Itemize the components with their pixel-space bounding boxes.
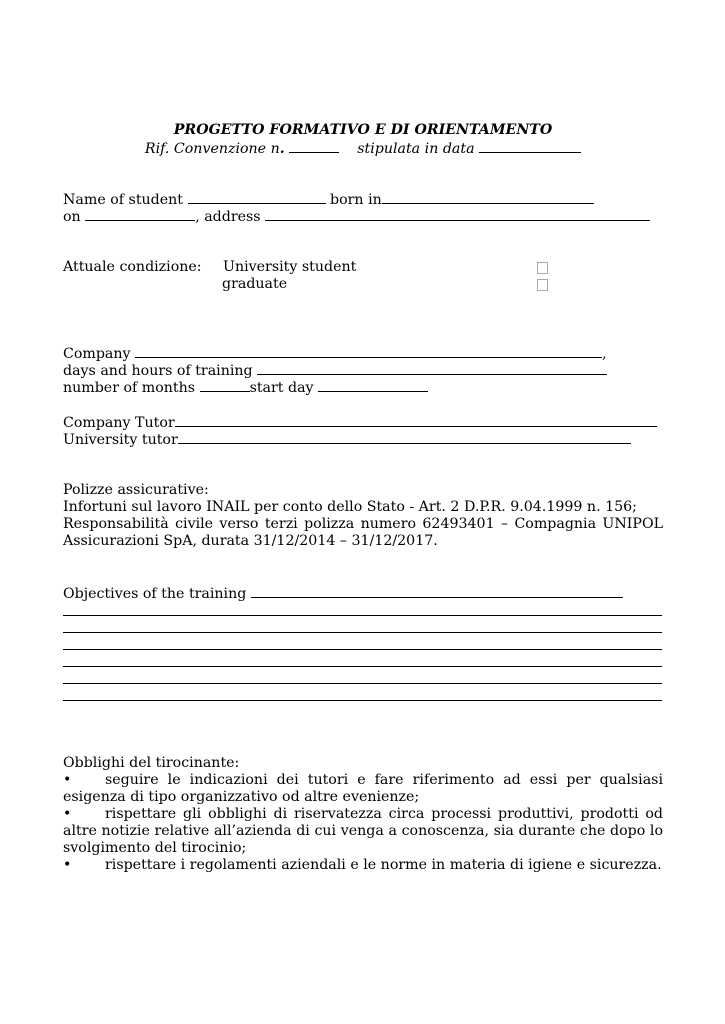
student-name-label: Name of student xyxy=(63,192,183,208)
university-tutor-row xyxy=(63,430,631,449)
university-tutor-label: University tutor xyxy=(63,432,178,448)
objectives-label: Objectives of the training xyxy=(63,586,247,602)
condition-label: Attuale condizione: xyxy=(63,259,202,275)
birthdate-address-row xyxy=(63,207,650,226)
condition-option-university-student: University student xyxy=(223,259,357,275)
company-field[interactable] xyxy=(135,344,602,358)
start-day-field[interactable] xyxy=(318,378,428,392)
objectives-line-3[interactable] xyxy=(63,649,662,650)
university-student-checkbox[interactable] xyxy=(537,262,548,274)
insurance-inail-line: Infortuni sul lavoro INAIL per conto dello Stato - Art. 2 D.P.R. 9.04.1999 n. 156; xyxy=(63,499,637,515)
reference-dot: . xyxy=(279,141,285,157)
bullet-icon: • xyxy=(63,806,72,822)
convention-reference xyxy=(63,139,663,158)
birthdate-field[interactable] xyxy=(85,207,195,221)
months-field[interactable] xyxy=(200,378,250,392)
insurance-heading: Polizze assicurative: xyxy=(63,482,209,498)
objectives-line-2[interactable] xyxy=(63,632,662,633)
obligations-list xyxy=(63,772,663,874)
objectives-line-6[interactable] xyxy=(63,700,662,701)
document-title: PROGETTO FORMATIVO E DI ORIENTAMENTO xyxy=(173,122,553,138)
bullet-icon: • xyxy=(63,857,72,873)
convention-number-field[interactable] xyxy=(289,139,339,153)
training-days-field[interactable] xyxy=(257,361,607,375)
obligation-text: rispettare i regolamenti aziendali e le norme in materia di igiene e sicurezza. xyxy=(105,857,662,873)
student-name-field[interactable] xyxy=(188,190,326,204)
address-field[interactable] xyxy=(265,207,650,221)
training-days-label: days and hours of training xyxy=(63,363,253,379)
condition-option-graduate: graduate xyxy=(222,276,288,292)
objectives-row xyxy=(63,584,623,603)
obligation-item xyxy=(63,806,663,857)
company-tutor-field[interactable] xyxy=(175,413,657,427)
objectives-field[interactable] xyxy=(251,584,623,598)
obligation-item xyxy=(63,857,663,874)
months-row xyxy=(63,378,428,397)
convention-date-field[interactable] xyxy=(479,139,581,153)
company-suffix: , xyxy=(602,346,607,362)
reference-prefix: Rif. Convenzione n xyxy=(144,141,280,157)
address-label: , address xyxy=(195,209,261,225)
bullet-icon: • xyxy=(63,772,72,788)
obligation-text: rispettare gli obblighi di riservatezza circa processi produttivi, prodotti od altre notizie relative all’azienda di cui venga a conoscenza, sia durante che dopo lo svolgimento del tirocinio; xyxy=(63,806,663,856)
obligation-item xyxy=(63,772,663,806)
months-label: number of months xyxy=(63,380,196,396)
objectives-line-4[interactable] xyxy=(63,666,662,667)
university-tutor-field[interactable] xyxy=(178,430,631,444)
obligation-text: seguire le indicazioni dei tutori e fare riferimento ad essi per qualsiasi esigenza di tipo organizzativo od altre evenienze; xyxy=(63,772,663,805)
objectives-line-5[interactable] xyxy=(63,683,662,684)
start-day-label: start day xyxy=(249,380,314,396)
obligations-heading: Obblighi del tirocinante: xyxy=(63,755,240,771)
company-tutor-label: Company Tutor xyxy=(63,415,175,431)
birthplace-field[interactable] xyxy=(382,190,594,204)
objectives-line-1[interactable] xyxy=(63,615,662,616)
graduate-checkbox[interactable] xyxy=(537,279,548,291)
on-label: on xyxy=(63,209,81,225)
company-label: Company xyxy=(63,346,131,362)
born-in-label: born in xyxy=(330,192,382,208)
reference-date-label: stipulata in data xyxy=(357,141,475,157)
insurance-liability-paragraph: Responsabilità civile verso terzi polizza numero 62493401 – Compagnia UNIPOL Assicurazioni SpA, durata 31/12/2014 – 31/12/2017. xyxy=(63,516,663,549)
